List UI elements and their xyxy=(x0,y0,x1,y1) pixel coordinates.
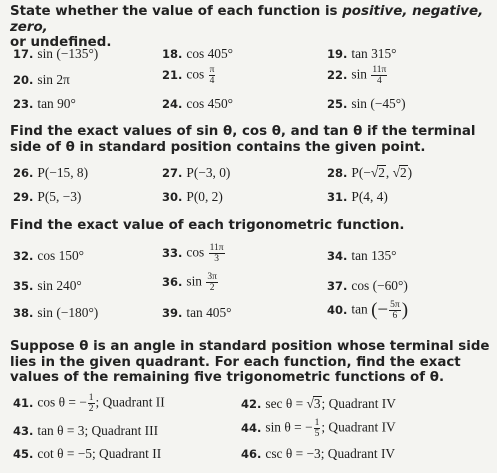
section-1-title-emphasis: positive, negative, zero, xyxy=(10,4,484,35)
problem-34: 34. tan 135° xyxy=(327,248,397,263)
problem-42: 42. sec θ = √3; Quadrant IV xyxy=(241,396,396,411)
fraction: $\frac{1}{2}$ xyxy=(88,393,94,414)
section-2-title: Find the exact values of sin θ, cos θ, and tan θ if the terminal side of θ in standard position contains the given point. xyxy=(10,124,476,155)
fraction: $\frac{11\pi}{3}$ xyxy=(209,243,224,264)
problem-20: 20. sin 2π xyxy=(13,72,70,87)
section-3-title: Find the exact value of each trigonometric function. xyxy=(10,218,405,233)
problem-26: 26. P(−15, 8) xyxy=(13,165,89,180)
problem-38: 38. sin (−180°) xyxy=(13,305,99,320)
problem-22: 22. sin $\frac{11\pi}{4}$ xyxy=(327,65,387,86)
problem-23: 23. tan 90° xyxy=(13,96,76,111)
fraction: $\frac{\pi}{4}$ xyxy=(209,65,215,86)
problem-32: 32. cos 150° xyxy=(13,248,85,263)
problem-31: 31. P(4, 4) xyxy=(327,189,388,204)
problem-35: 35. sin 240° xyxy=(13,278,82,293)
problem-30: 30. P(0, 2) xyxy=(162,189,223,204)
problem-21: 21. cos $\frac{\pi}{4}$ xyxy=(162,65,215,86)
problem-24: 24. cos 450° xyxy=(162,96,234,111)
problem-40: 40. tan (− $\frac{5\pi}{6}$ ) xyxy=(327,299,409,321)
problem-33: 33. cos $\frac{11\pi}{3}$ xyxy=(162,243,224,264)
problem-37: 37. cos (−60°) xyxy=(327,278,408,293)
fraction: $\frac{3\pi}{2}$ xyxy=(207,272,217,293)
section-1-title xyxy=(10,4,490,51)
problem-27: 27. P(−3, 0) xyxy=(162,165,231,180)
problem-44: 44. sin θ = − $\frac{1}{5}$ ; Quadrant IV xyxy=(241,418,396,439)
sqrt-sign: √ xyxy=(370,165,379,180)
problem-43: 43. tan θ = 3; Quadrant III xyxy=(13,423,159,438)
problem-45: 45. cot θ = −5; Quadrant II xyxy=(13,446,162,461)
section-4-title: Suppose θ is an angle in standard position whose terminal side lies in the given quadrant. For each function, find the exact values of the remaining five trigonometric functions of θ. xyxy=(10,339,490,385)
problem-39: 39. tan 405° xyxy=(162,305,232,320)
fraction: $\frac{1}{5}$ xyxy=(314,418,320,439)
sqrt-sign: √ xyxy=(306,396,314,411)
problem-46: 46. csc θ = −3; Quadrant IV xyxy=(241,446,396,461)
problem-18: 18. cos 405° xyxy=(162,46,234,61)
problem-28: 28. P(−√2, √2) xyxy=(327,165,413,180)
problem-19: 19. tan 315° xyxy=(327,46,397,61)
problem-29: 29. P(5, −3) xyxy=(13,189,82,204)
problem-25: 25. sin (−45°) xyxy=(327,96,406,111)
fraction: $\frac{11\pi}{4}$ xyxy=(372,65,387,86)
problem-41: 41. cos θ = − $\frac{1}{2}$ ; Quadrant II xyxy=(13,393,165,414)
section-1-title-text-2: or undefined. xyxy=(10,35,112,50)
problem-36: 36. sin $\frac{3\pi}{2}$ xyxy=(162,272,217,293)
fraction: $\frac{5\pi}{6}$ xyxy=(390,300,400,321)
section-1-title-text: State whether the value of each function is xyxy=(10,4,343,19)
sqrt-sign: √ xyxy=(392,165,400,180)
problem-17: 17. sin (−135°) xyxy=(13,46,99,61)
